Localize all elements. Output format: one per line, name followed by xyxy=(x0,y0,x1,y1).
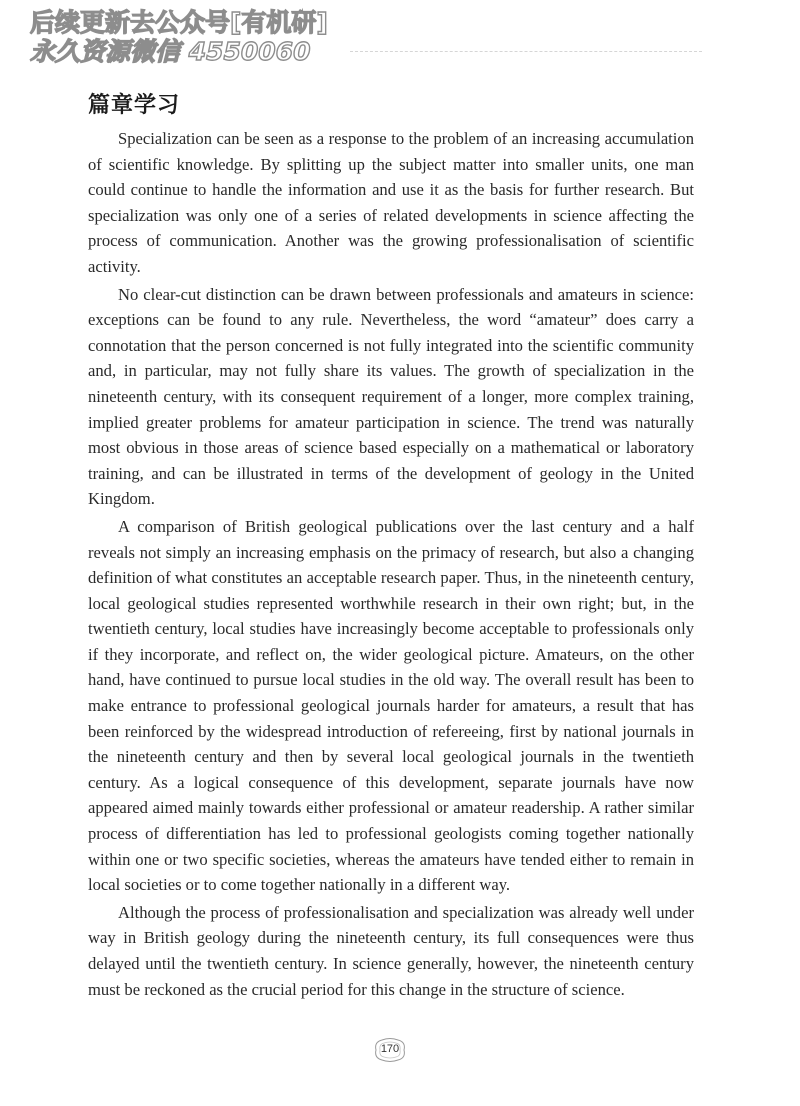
page-number-badge xyxy=(372,1036,408,1064)
watermark xyxy=(30,8,350,66)
section-title: 篇章学习 xyxy=(88,93,181,118)
page-number: 170 xyxy=(380,1043,400,1055)
watermark-line-2: 永久资源微信 4550060 xyxy=(30,37,311,66)
paragraph-1: Specialization can be seen as a response to the problem of an increasing accumulation of scientific knowledge. By splitting up the subject matter into smaller units, one man could continue to handle the information and use it as the basis for further research. But specialization was only one of a series of related developments in science affecting the process of communication. Another was the growing professionalisation of scientific activity. xyxy=(88,129,694,276)
paragraph-4: Although the process of professionalisation and specialization was already well under way in British geology during the nineteenth century, its full consequences were thus delayed until the twentieth century. In science generally, however, the nineteenth century must be reckoned as the crucial period for this change in the structure of science. xyxy=(88,902,694,999)
paragraph-2: No clear-cut distinction can be drawn between professionals and amateurs in science: exceptions can be found to any rule. Nevertheless, the word “amateur” does carry a connotation that the person concerned is not fully integrated into the scientific community and, in particular, may not fully share its values. The growth of specialization in the nineteenth century, with its consequent requirement of a longer, more complex training, implied greater problems for amateur participation in science. The trend was naturally most obvious in those areas of science based especially on a mathematical or laboratory training, and can be illustrated in terms of the development of geology in the United Kingdom. xyxy=(88,284,694,509)
watermark-line-1: 后续更新去公众号[有机研] xyxy=(30,8,328,37)
article-body xyxy=(88,126,694,1004)
header-divider xyxy=(350,51,702,52)
paragraph-3: A comparison of British geological publications over the last century and a half reveals not simply an increasing emphasis on the primacy of research, but also a changing definition of what constitutes an acceptable research paper. Thus, in the nineteenth century, local geological studies represented worthwhile research in their own right; but, in the twentieth century, local studies have increasingly become acceptable to professionals only if they incorporate, and reflect on, the wider geological picture. Amateurs, on the other hand, have continued to pursue local studies in the old way. The overall result has been to make entrance to professional geological journals harder for amateurs, a result that has been reinforced by the widespread introduction of refereeing, first by national journals in the nineteenth century and then by several local geological journals in the twentieth century. As a logical consequence of this development, separate journals have now appeared aimed mainly towards either professional or amateur readership. A rather similar process of differentiation has led to professional geologists coming together nationally within one or two specific societies, whereas the amateurs have tended either to remain in local societies or to come together nationally in a different way. xyxy=(88,516,694,895)
